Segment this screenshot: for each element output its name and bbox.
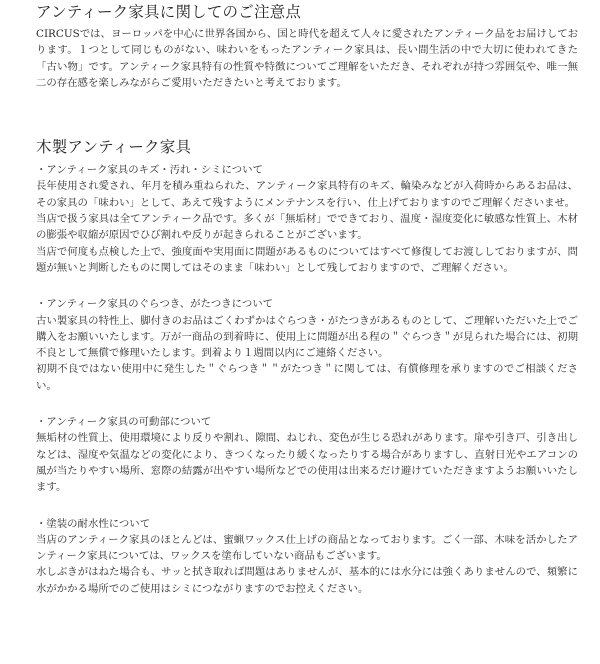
- topic-scratches-stains: [36, 162, 578, 276]
- intro-paragraph: CIRCUSでは、ヨーロッパを中心に世界各国から、国と時代を超えて人々に愛されたアンティーク品をお届けしております。１つとして同じものがない、味わいをもったアンティーク家具は、長い間生活の中で大切に使われてきた「古い物」です。アンティーク家具特有の性質や特徴についてご理解をいただき、それぞれが持つ雰囲気や、唯一無二の存在感を楽しみながらご愛用いただきたいと考えております。: [36, 28, 578, 89]
- topic-body: [36, 532, 578, 597]
- topic-paragraph: 当店で扱う家具は全てアンティーク品です。多くが「無垢材」でできており、温度・湿度変化に敏感な性質上、木材の膨張や収縮が原因でひび割れや反りが起きられることがございます。: [36, 213, 578, 242]
- topic-paragraph: 古い製家具の特性上、脚付きのお品はごくわずかはぐらつき・がたつきがあるものとして、ご理解いただいた上でご購入をお願いいたします。万が一商品の到着時に、使用上に問題が出る程の＂ぐらつき＂が見られた場合には、初期不良として無償で修理いたします。到着より１週間以内にご連絡ください。: [36, 314, 578, 360]
- topic-wobble: [36, 296, 578, 394]
- topic-paragraph: 無垢材の性質上、使用環境により反りや割れ、隙間、ねじれ、変色が生じる恐れがあります。扉や引き戸、引き出しなどは、湿度や気温などの変化により、きつくなったり緩くなったりする場合がありますし、直射日光やエアコンの風が当たりやすい場所、窓際の結露が出やすい場所などでの使用は出来るだけ避けていただきますようお願いいたします。: [36, 432, 578, 494]
- topic-paragraph: 長年使用され愛され、年月を積み重ねられた、アンティーク家具特有のキズ、輪染みなどが入荷時からあるお品は、その家具の「味わい」として、あえて残すようにメンテナンスを行い、仕上げておりますのでご理解くださいませ。: [36, 180, 578, 209]
- topic-water-resistance: [36, 516, 578, 597]
- topic-paragraph: 水しぶきがはねた場合も、サッと拭き取れば問題はありませんが、基本的には水分には強くありませんので、頻繁に水がかかる場所でのご使用はシミにつながりますのでお控えください。: [36, 566, 578, 595]
- topic-title: ・アンティーク家具のぐらつき、がたつきについて: [36, 298, 274, 311]
- page-title: アンティーク家具に関してのご注意点: [36, 3, 302, 21]
- topic-paragraph: 初期不良ではない使用中に発生した＂ぐらつき＂＂がたつき＂に関しては、有償修理を承りますのでご相談ください。: [36, 363, 578, 392]
- section-title-wood-furniture: 木製アンティーク家具: [36, 138, 192, 157]
- topic-title: ・アンティーク家具のキズ・汚れ・シミについて: [36, 164, 263, 177]
- topic-paragraph: 当店で何度も点検した上で、強度面や実用面に問題があるものについてはすべて修復してお渡ししておりますが、問題が無いと判断したものに関してはそのまま「味わい」として残しておりますので、ご理解ください。: [36, 245, 578, 274]
- topic-title: ・アンティーク家具の可動部について: [36, 416, 212, 429]
- topic-moving-parts: [36, 414, 578, 495]
- topic-body: [36, 430, 578, 495]
- topic-title: ・塗装の耐水性について: [36, 517, 151, 530]
- topic-body: [36, 313, 578, 394]
- topic-paragraph: 当店のアンティーク家具のほとんどは、蜜蝋ワックス仕上げの商品となっております。ごく一部、木味を活かしたアンティーク家具については、ワックスを塗布していない商品もございます。: [36, 533, 578, 563]
- topic-body: [36, 178, 578, 276]
